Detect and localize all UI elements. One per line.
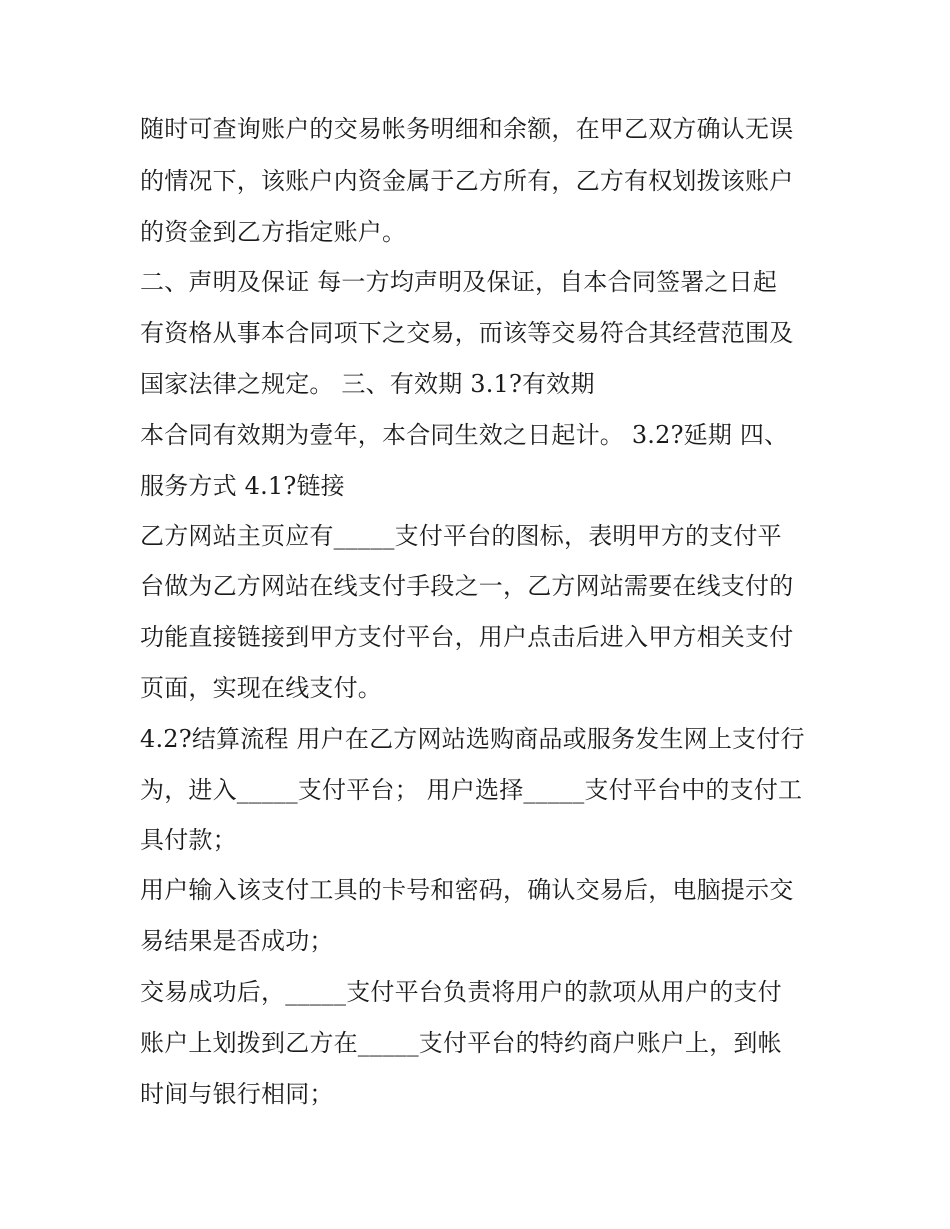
- text-line: 有资格从事本合同项下之交易，而该等交易符合其经营范围及: [140, 319, 794, 347]
- text-line: 时间与银行相同；: [140, 1080, 334, 1108]
- text-line: 的情况下，该账户内资金属于乙方所有，乙方有权划拨该账户: [140, 167, 794, 195]
- text-line: 页面，实现在线支付。: [140, 674, 382, 702]
- text-line: 随时可查询账户的交易帐务明细和余额，在甲乙双方确认无误: [140, 115, 794, 143]
- text-line: 的资金到乙方指定账户。: [140, 218, 407, 246]
- text-line: 台做为乙方网站在线支付手段之一，乙方网站需要在线支付的: [140, 572, 794, 600]
- text-line: 交易成功后，_____支付平台负责将用户的款项从用户的支付: [140, 978, 782, 1006]
- text-line: 服务方式 4.1?链接: [140, 472, 345, 500]
- text-line: 为，进入_____支付平台； 用户选择_____支付平台中的支付工: [140, 776, 803, 804]
- text-line: 用户输入该支付工具的卡号和密码，确认交易后，电脑提示交: [140, 876, 794, 904]
- text-line: 4.2?结算流程 用户在乙方网站选购商品或服务发生网上支付行: [140, 725, 805, 753]
- text-line: 国家法律之规定。 三、有效期 3.1?有效期: [140, 370, 595, 398]
- text-line: 账户上划拨到乙方在_____支付平台的特约商户账户上，到帐: [140, 1029, 782, 1057]
- text-line: 功能直接链接到甲方支付平台，用户点击后进入甲方相关支付: [140, 623, 794, 651]
- text-line: 二、声明及保证 每一方均声明及保证，自本合同签署之日起: [140, 268, 778, 296]
- text-line: 易结果是否成功；: [140, 927, 334, 955]
- text-line: 本合同有效期为壹年，本合同生效之日起计。 3.2?延期 四、: [140, 421, 789, 449]
- text-line: 乙方网站主页应有_____支付平台的图标，表明甲方的支付平: [140, 522, 782, 550]
- text-line: 具付款；: [140, 826, 237, 854]
